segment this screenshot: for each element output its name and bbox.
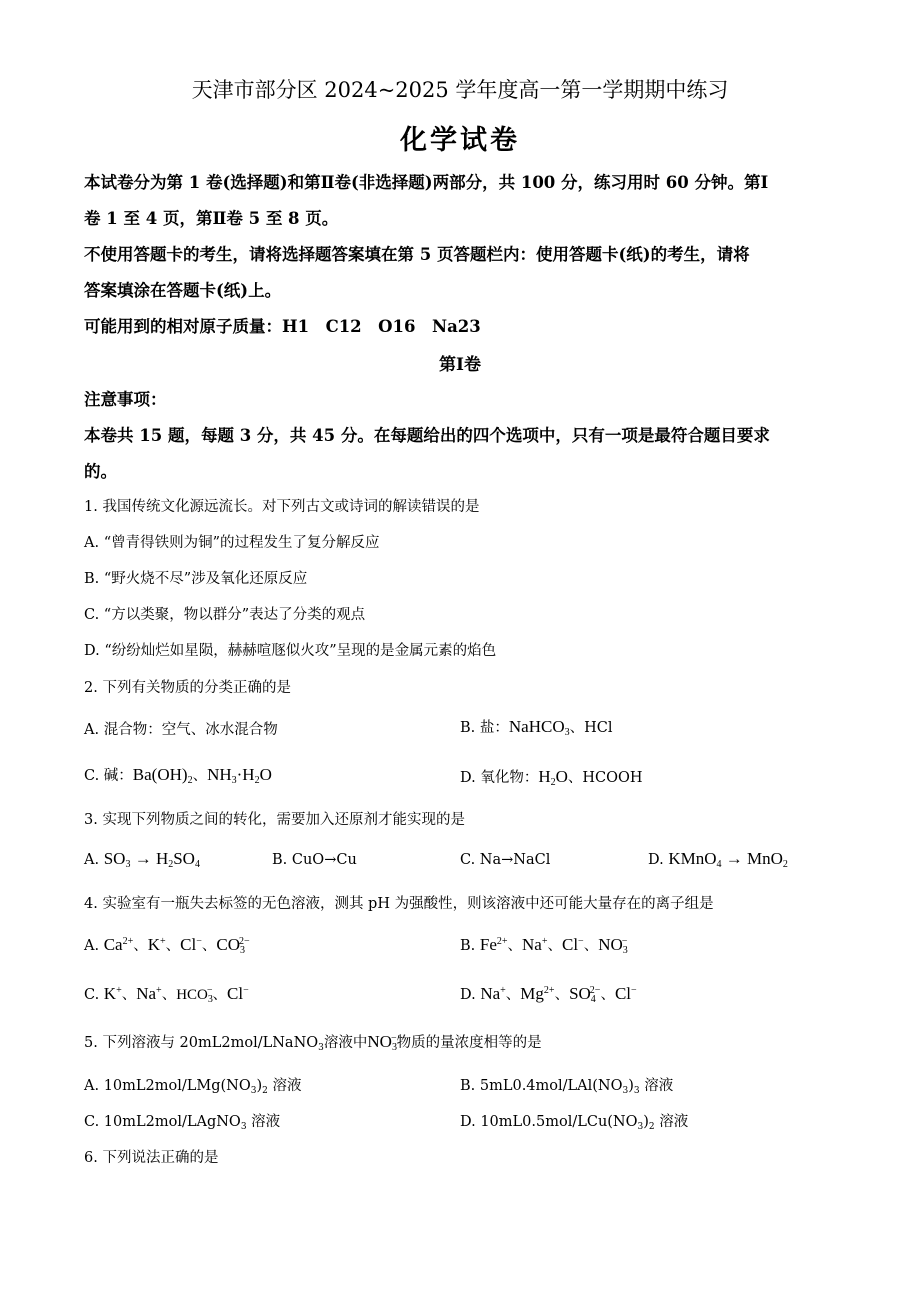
formula-h2o: $H_2O$: [538, 767, 568, 788]
solution-word: 溶液: [644, 1078, 674, 1094]
q5-option-a: A. $10mL2mol/LMg(NO_3)_2$ 溶液: [84, 1078, 302, 1096]
sep: 、: [505, 987, 521, 1003]
q4-option-d-label: D.: [460, 987, 476, 1003]
sep: 、: [201, 938, 217, 954]
q2-option-c-sep: 、: [192, 768, 208, 784]
q3-option-b: B. CuO→Cu: [272, 852, 357, 868]
intro-line-1: 本试卷分为第 1 卷(选择题)和第Ⅱ卷(非选择题)两部分，共 100 分，练习用时 60 分钟。第Ⅰ: [84, 173, 769, 192]
sep: 、: [161, 987, 177, 1003]
q5-option-b: B. $5mL0.4mol/LAl(NO_3)_3$ 溶液: [460, 1078, 674, 1096]
q2-option-c: [84, 764, 272, 786]
solution-word: 溶液: [272, 1078, 302, 1094]
formula-nahco3: NaHCO$_3$: [508, 717, 570, 738]
q2-option-b-sep: 、HCl: [569, 720, 613, 736]
sub-3: 3: [633, 1086, 640, 1096]
sep: 、: [165, 938, 181, 954]
q2-option-a: A. 混合物：空气、冰水混合物: [84, 722, 278, 738]
sep: 、: [600, 987, 615, 1003]
sub-3: 3: [622, 1086, 629, 1096]
formula-nh3h2o: $NH_3\cdot H_2O$: [207, 765, 272, 786]
q5-option-d: D. $10mL0.5mol/LCu(NO_3)_2$ 溶液: [460, 1114, 689, 1132]
ion-so4: $SO_4^{2-}$: [569, 984, 601, 1005]
ion-fe2plus: $Fe^{2+}$: [479, 935, 508, 954]
notice-line-2: 的。: [84, 462, 117, 481]
q6-stem: 6. 下列说法正确的是: [84, 1150, 219, 1166]
solution-word: 溶液: [659, 1114, 689, 1130]
sub-3: 3: [250, 1086, 257, 1096]
ion-co3: $CO_3^{2-}$: [216, 935, 250, 956]
q1-option-c: C. “方以类聚，物以群分”表达了分类的观点: [84, 607, 366, 623]
sub-3: 3: [240, 1122, 247, 1132]
sep: 、: [547, 938, 562, 954]
q2-option-d: [460, 766, 643, 788]
q2-option-b-label: B. 盐：: [460, 720, 509, 736]
q5-stem-pre: 5. 下列溶液与 20mL2mol/LNaNO: [84, 1035, 319, 1051]
sep: 、: [121, 987, 137, 1003]
ion-no3: $NO_3^-$: [598, 935, 628, 956]
q4-option-a-label: A.: [84, 938, 100, 954]
ion-naplus: Na+: [522, 935, 548, 954]
q3-stem: 3. 实现下列物质之间的转化，需要加入还原剂才能实现的是: [84, 812, 465, 828]
solution-word: 溶液: [251, 1114, 281, 1130]
q5-option-d-text: D. 10mL0.5mol/LCu(NO: [460, 1114, 638, 1130]
sub-3: 3: [637, 1122, 644, 1132]
q1-option-a: A. “曾青得铁则为铜”的过程发生了复分解反应: [84, 535, 380, 551]
q5-option-c-text: C. 10mL2mol/LAgNO: [84, 1114, 241, 1130]
sub-2: 2: [648, 1122, 655, 1132]
q3-option-d: [648, 849, 788, 870]
q1-option-b: B. “野火烧不尽”涉及氧化还原反应: [84, 571, 308, 587]
q4-option-d: [460, 983, 637, 1005]
ion-no3: $NO_3^-$: [367, 1032, 397, 1053]
q5-option-b-text: B. 5mL0.4mol/LAl(NO: [460, 1078, 623, 1094]
sep: 、: [554, 987, 570, 1003]
ion-clminus: Cl−: [180, 935, 202, 954]
ion-clminus: Cl−: [561, 935, 584, 954]
q3-option-d-label: D.: [648, 852, 664, 868]
q5-option-c: [84, 1110, 280, 1132]
ion-naplus: Na+: [136, 984, 162, 1003]
ion-kplus: K+: [147, 935, 166, 954]
q4-option-a: [84, 934, 250, 956]
notice-label: 注意事项：: [84, 390, 167, 409]
q5-option-a-text: A. 10mL2mol/LMg(NO: [84, 1078, 251, 1094]
q2-option-d-label: D. 氧化物：: [460, 770, 539, 786]
q4-option-c: [84, 983, 249, 1005]
q5-stem-mid: 溶液中: [323, 1035, 368, 1051]
q4-stem: 4. 实验室有一瓶失去标签的无色溶液，测其 pH 为强酸性，则该溶液中还可能大量存在的离子组是: [84, 896, 714, 912]
q1-option-d: D. “纷纷灿烂如星陨，赫赫喧豗似火攻”呈现的是金属元素的焰色: [84, 643, 497, 659]
ion-kplus: K+: [103, 984, 122, 1003]
exam-subject: 化学试卷: [400, 125, 520, 156]
exam-title: 天津市部分区 2024~2025 学年度高一第一学期期中练习: [191, 78, 729, 102]
ion-clminus: Cl−: [227, 984, 249, 1003]
intro-line-3: 不使用答题卡的考生，请将选择题答案填在第 5 页答题栏内：使用答题卡(纸)的考生，请将: [84, 245, 750, 264]
sub-3: 3: [318, 1043, 324, 1053]
section-title: 第Ⅰ卷: [439, 355, 481, 375]
atomic-masses: 可能用到的相对原子质量：H1 C12 O16 Na23: [84, 317, 481, 336]
q4-option-b-label: B.: [460, 938, 476, 954]
ion-clminus: Cl−: [614, 984, 637, 1003]
q3-option-a: [84, 849, 200, 870]
sep: 、: [212, 987, 227, 1003]
q3-option-a-label: A.: [84, 852, 100, 868]
intro-line-4: 答案填涂在答题卡(纸)上。: [84, 281, 282, 300]
sub-2: 2: [262, 1086, 268, 1096]
q1-stem: 1. 我国传统文化源远流长。对下列古文或诗词的解读错误的是: [84, 499, 480, 515]
ion-ca2plus: $Ca^{2+}$: [103, 935, 134, 954]
sep: 、: [583, 938, 599, 954]
formula-kmno4-mno2: KMnO$_4$ → MnO$_2$: [668, 849, 788, 870]
q2-option-b: [460, 716, 612, 738]
sep: 、: [507, 938, 523, 954]
q2-option-d-sep: 、HCOOH: [567, 770, 643, 786]
ion-hco3: $HCO_3^-$: [176, 985, 213, 1005]
notice-line-1: 本卷共 15 题，每题 3 分，共 45 分。在每题给出的四个选项中，只有一项是最符合题目要求: [84, 426, 770, 445]
q2-option-c-label: C. 碱：: [84, 768, 133, 784]
q5-stem-post: 物质的量浓度相等的是: [396, 1035, 542, 1051]
ion-naplus: Na+: [480, 984, 506, 1003]
q2-stem: 2. 下列有关物质的分类正确的是: [84, 680, 291, 696]
q3-option-c: C. Na→NaCl: [460, 852, 551, 868]
q4-option-c-label: C.: [84, 987, 100, 1003]
intro-line-2: 卷 1 至 4 页，第Ⅱ卷 5 至 8 页。: [84, 209, 339, 228]
formula-so3-h2so4: $SO_3 \to H_2SO_4$: [103, 849, 200, 870]
sep: 、: [133, 938, 148, 954]
ion-mg2plus: $Mg^{2+}$: [520, 984, 555, 1003]
q4-option-b: [460, 934, 627, 956]
formula-baoh2: $Ba(OH)_2$: [132, 765, 193, 786]
q5-stem: [84, 1031, 542, 1053]
